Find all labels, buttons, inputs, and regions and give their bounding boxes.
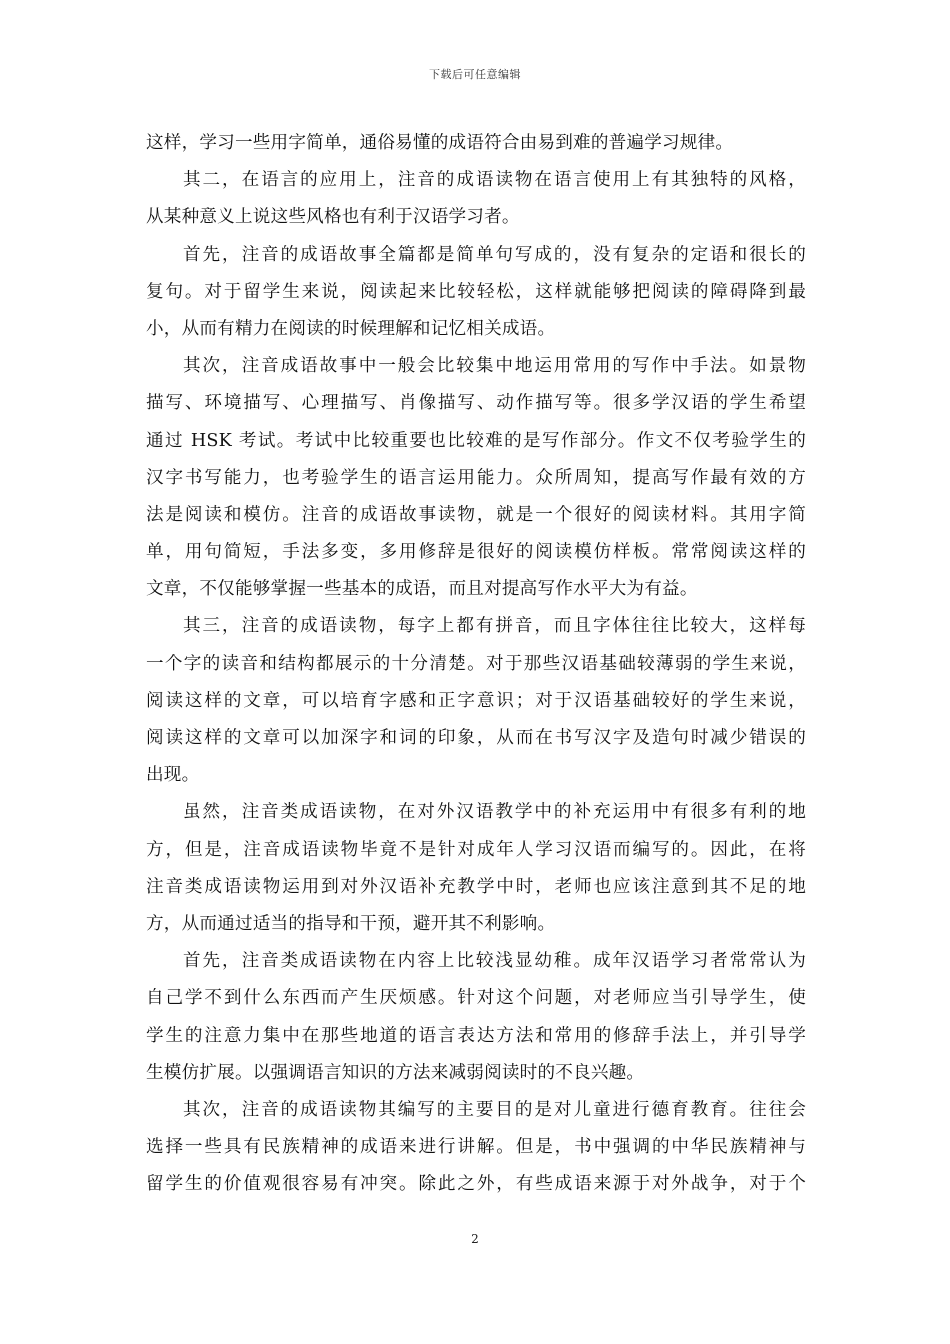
text-line: 一个字的读音和结构都展示的十分清楚。对于那些汉语基础较薄弱的学生来说， <box>146 653 806 674</box>
text-line: 留学生的价值观很容易有冲突。除此之外，有些成语来源于对外战争，对于个 <box>146 1174 806 1195</box>
text-line: 自己学不到什么东西而产生厌烦感。针对这个问题，对老师应当引导学生，使 <box>146 988 806 1009</box>
text-line: 选择一些具有民族精神的成语来进行讲解。但是，书中强调的中华民族精神与 <box>146 1137 806 1158</box>
text-line: 描写、环境描写、心理描写、肖像描写、动作描写等。很多学汉语的学生希望 <box>146 393 806 414</box>
text-line: 方，但是，注音成语读物毕竟不是针对成年人学习汉语而编写的。因此，在将 <box>146 839 806 860</box>
text-line: 首先，注音的成语故事全篇都是简单句写成的，没有复杂的定语和很长的 <box>183 244 806 265</box>
text-line: 方，从而通过适当的指导和干预，避开其不利影响。 <box>146 913 556 934</box>
text-line: 首先，注音类成语读物在内容上比较浅显幼稚。成年汉语学习者常常认为 <box>183 951 806 972</box>
text-line: 汉字书写能力，也考验学生的语言运用能力。众所周知，提高写作最有效的方 <box>146 467 806 488</box>
text-line: 虽然，注音类成语读物，在对外汉语教学中的补充运用中有很多有利的地 <box>183 802 806 823</box>
text-line: 复句。对于留学生来说，阅读起来比较轻松，这样就能够把阅读的障碍降到最 <box>146 281 806 302</box>
text-line: 注音类成语读物运用到对外汉语补充教学中时，老师也应该注意到其不足的地 <box>146 876 806 897</box>
text-line: 其三，注音的成语读物，每字上都有拼音，而且字体往往比较大，这样每 <box>183 616 806 637</box>
text-line: 出现。 <box>146 765 200 786</box>
text-line: 小，从而有精力在阅读的时候理解和记忆相关成语。 <box>146 318 556 339</box>
text-line: 其次，注音成语故事中一般会比较集中地运用常用的写作中手法。如景物 <box>183 356 806 377</box>
text-line: 从某种意义上说这些风格也有利于汉语学习者。 <box>146 207 520 228</box>
text-line: 单，用句简短，手法多变，多用修辞是很好的阅读模仿样板。常常阅读这样的 <box>146 542 806 563</box>
document-body <box>146 125 806 1203</box>
text-line: 通过 HSK 考试。考试中比较重要也比较难的是写作部分。作文不仅考验学生的 <box>146 430 806 451</box>
text-line: 其次，注音的成语读物其编写的主要目的是对儿童进行德育教育。往往会 <box>183 1099 806 1120</box>
text-line: 阅读这样的文章可以加深字和词的印象，从而在书写汉字及造句时减少错误的 <box>146 728 806 748</box>
text-line: 文章，不仅能够掌握一些基本的成语，而且对提高写作水平大为有益。 <box>146 579 698 600</box>
text-line: 阅读这样的文章，可以培育字感和正字意识；对于汉语基础较好的学生来说， <box>146 690 806 711</box>
page-header: 下载后可任意编辑 <box>429 68 521 81</box>
page-number: 2 <box>471 1232 479 1246</box>
text-line: 生模仿扩展。以强调语言知识的方法来减弱阅读时的不良兴趣。 <box>146 1062 645 1083</box>
text-line: 其二，在语言的应用上，注音的成语读物在语言使用上有其独特的风格， <box>183 170 806 191</box>
text-line: 学生的注意力集中在那些地道的语言表达方法和常用的修辞手法上，并引导学 <box>146 1025 806 1046</box>
text-line: 法是阅读和模仿。注音的成语故事读物，就是一个很好的阅读材料。其用字简 <box>146 504 806 525</box>
text-line: 这样，学习一些用字简单，通俗易懂的成语符合由易到难的普遍学习规律。 <box>146 133 734 153</box>
